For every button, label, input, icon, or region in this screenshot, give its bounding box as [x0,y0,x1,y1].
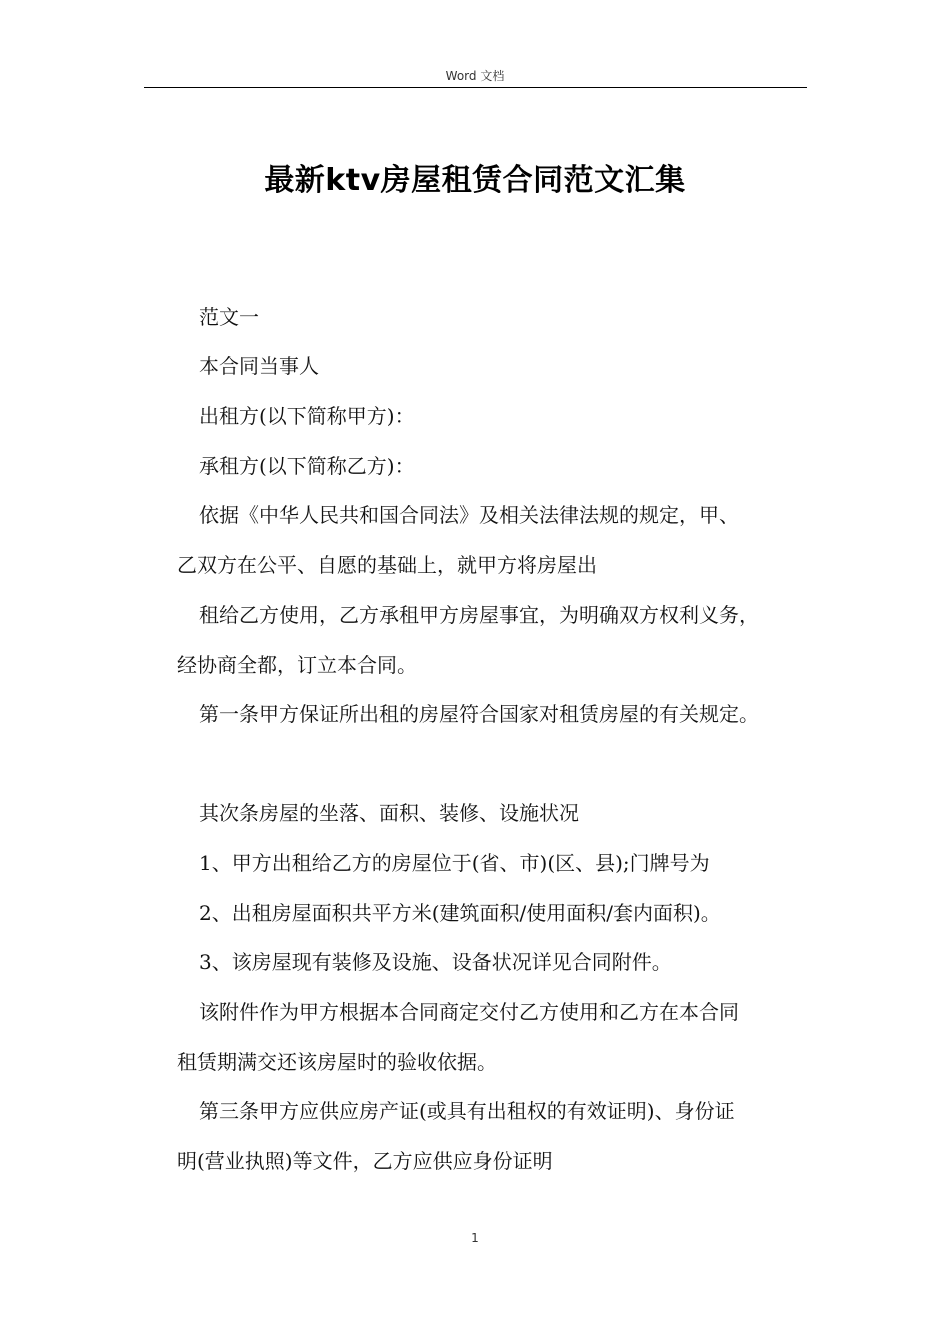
paragraph-line: 第三条甲方应供应房产证(或具有出租权的有效证明)、身份证 [199,1099,735,1123]
paragraph-line: 经协商全都，订立本合同。 [177,653,417,677]
header-divider [144,87,807,88]
header-label: Word 文档 [445,69,505,83]
paragraph-line: 租赁期满交还该房屋时的验收依据。 [177,1050,497,1074]
paragraph-line: 其次条房屋的坐落、面积、装修、设施状况 [199,801,579,825]
paragraph-line: 第一条甲方保证所出租的房屋符合国家对租赁房屋的有关规定。 [199,702,759,726]
paragraph-line: 该附件作为甲方根据本合同商定交付乙方使用和乙方在本合同 [199,1000,739,1024]
paragraph-line: 3、该房屋现有装修及设施、设备状况详见合同附件。 [199,950,672,974]
paragraph-line: 租给乙方使用，乙方承租甲方房屋事宜，为明确双方权利义务， [199,603,759,627]
paragraph-line: 依据《中华人民共和国合同法》及相关法律法规的规定，甲、 [199,503,739,527]
paragraph-line: 承租方(以下简称乙方)： [199,454,415,478]
paragraph-line: 本合同当事人 [199,354,319,378]
paragraph-line: 2、出租房屋面积共平方米(建筑面积/使用面积/套内面积)。 [199,901,721,925]
paragraph-line: 出租方(以下简称甲方)： [199,404,415,428]
document-title: 最新ktv房屋租赁合同范文汇集 [264,163,686,198]
paragraph-line: 明(营业执照)等文件，乙方应供应身份证明 [177,1149,553,1173]
paragraph-line: 1、甲方出租给乙方的房屋位于(省、市)(区、县);门牌号为 [199,851,710,875]
page-number: 1 [471,1231,479,1245]
paragraph-line: 范文一 [199,305,259,329]
paragraph-line: 乙双方在公平、自愿的基础上，就甲方将房屋出 [177,553,597,577]
